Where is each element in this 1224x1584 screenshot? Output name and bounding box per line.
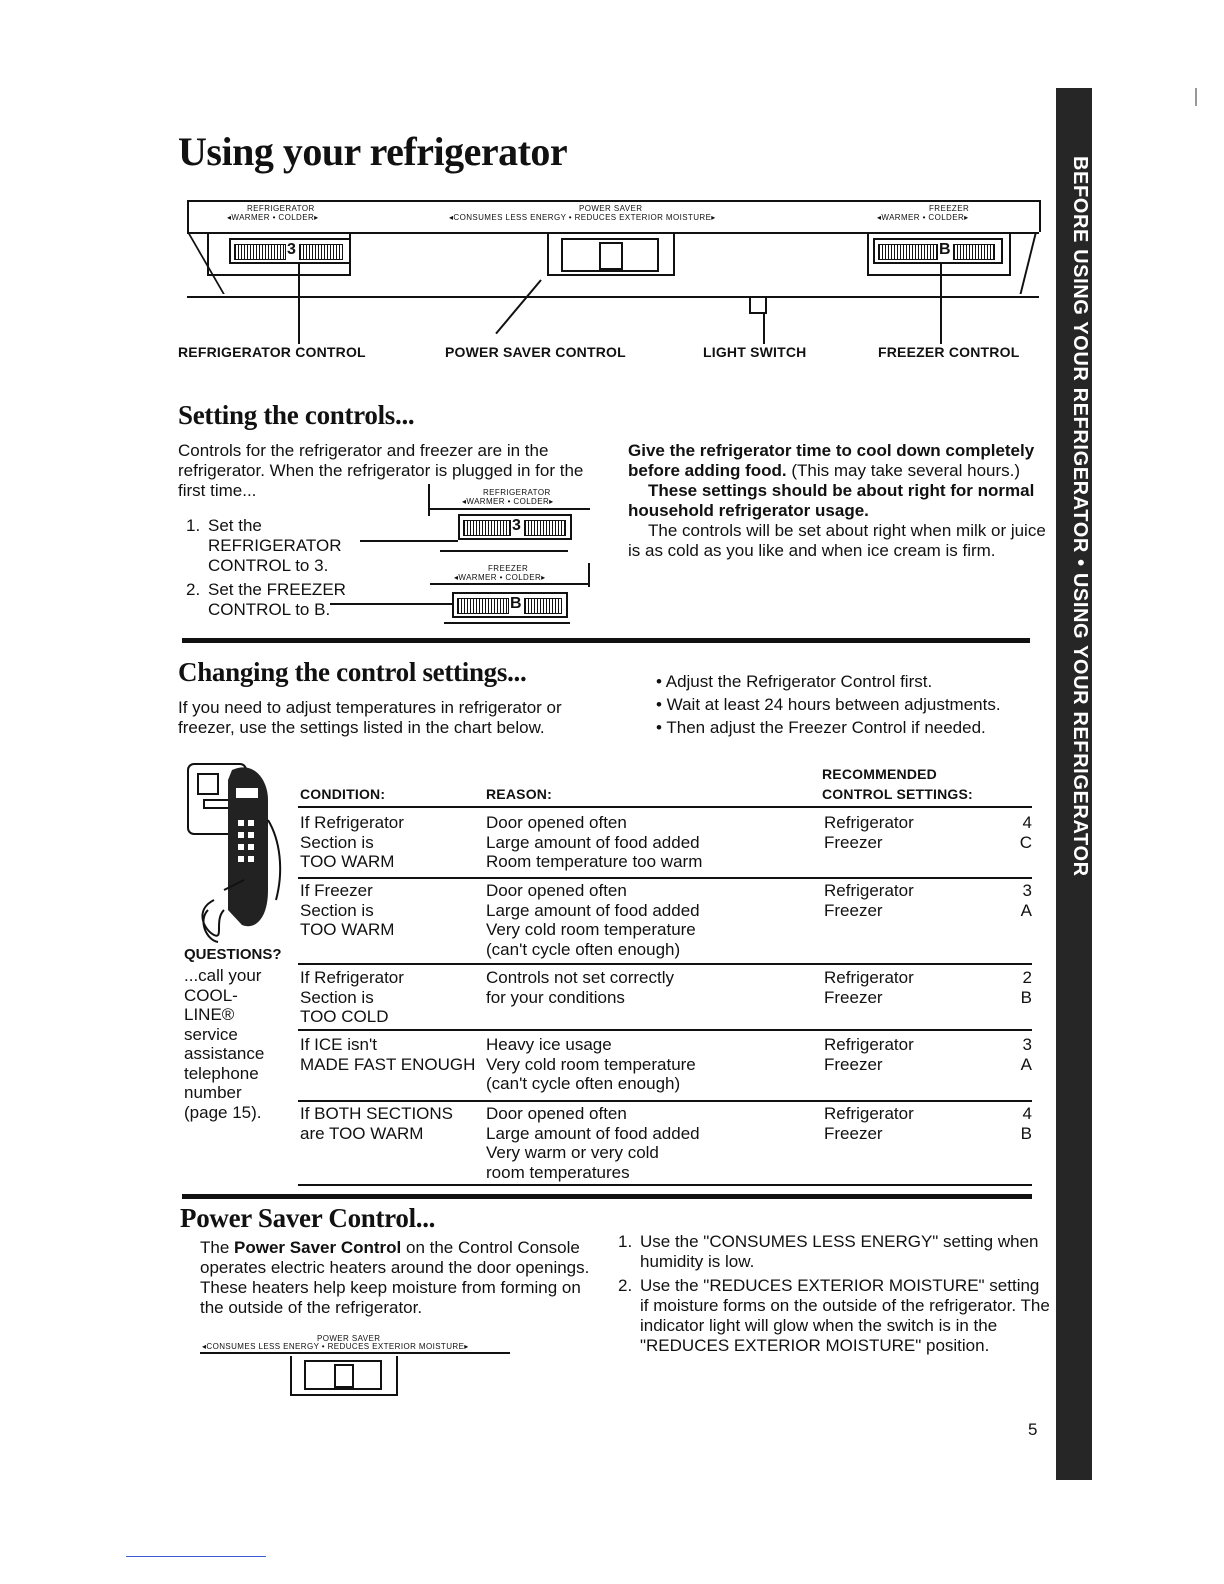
changing-bullet: • Wait at least 24 hours between adjustments. <box>656 695 1001 714</box>
changing-bullet: • Then adjust the Freezer Control if needed. <box>656 718 986 737</box>
setting-right-text-1: (This may take several hours.) <box>791 461 1021 480</box>
mini-freezer-value: B <box>510 595 522 612</box>
refrigerator-setting-value: 3 <box>287 241 296 258</box>
row-setting-labels: Refrigerator Freezer <box>824 968 914 1007</box>
setting-heading: Setting the controls... <box>178 400 415 430</box>
power-saver-step-1-text: Use the "CONSUMES LESS ENERGY" setting when humidity is low. <box>640 1232 1039 1271</box>
column-reason: REASON: <box>486 786 552 802</box>
row-condition: If Refrigerator Section is TOO COLD <box>300 968 404 1026</box>
row-setting-labels: Refrigerator Freezer <box>824 1104 914 1143</box>
mini-refrigerator-header: REFRIGERATOR <box>483 488 551 497</box>
power-saver-control-label: POWER SAVER CONTROL <box>445 344 626 360</box>
setting-step-2-text: Set the FREEZER CONTROL to B. <box>208 580 346 619</box>
console-power-saver-header: POWER SAVER <box>579 204 643 213</box>
mini-freezer-scale: ◂WARMER • COLDER▸ <box>454 573 546 582</box>
questions-title: QUESTIONS? <box>184 946 282 963</box>
row-reason: Door opened often Large amount of food added Very warm or very cold room temperatures <box>486 1104 700 1182</box>
page-number: 5 <box>1028 1420 1038 1439</box>
row-setting-values: 3 A <box>1020 881 1032 920</box>
refrigerator-control-label: REFRIGERATOR CONTROL <box>178 344 366 360</box>
questions-text: ...call your COOL-LINE® service assistance telephone number (page 15). <box>184 966 265 1122</box>
row-reason: Door opened often Large amount of food added Very cold room temperature (can't cycle often enough) <box>486 881 700 959</box>
row-setting-labels: Refrigerator Freezer <box>824 881 914 920</box>
row-setting-values: 4 B <box>1020 1104 1032 1143</box>
setting-right-column <box>628 441 1048 561</box>
changing-heading: Changing the control settings... <box>178 657 527 687</box>
mini-refrigerator-value: 3 <box>512 517 521 534</box>
mini-power-saver-switch <box>304 1360 382 1390</box>
phone-icon <box>184 760 288 950</box>
row-reason: Controls not set correctly for your conditions <box>486 968 675 1007</box>
side-tab-label: BEFORE USING YOUR REFRIGERATOR • USING YOUR REFRIGERATOR <box>1069 156 1091 877</box>
mini-refrigerator-slider <box>458 514 572 540</box>
power-saver-heading: Power Saver Control... <box>180 1203 436 1233</box>
page-title: Using your refrigerator <box>178 129 568 174</box>
row-reason: Heavy ice usage Very cold room temperature (can't cycle often enough) <box>486 1035 696 1093</box>
power-saver-step-2-text: Use the "REDUCES EXTERIOR MOISTURE" setting if moisture forms on the outside of the refrigerator. The indicator light will glow when the switch is in the "REDUCES EXTERIOR MOISTURE" position. <box>640 1276 1050 1355</box>
row-condition: If Refrigerator Section is TOO WARM <box>300 813 404 871</box>
row-setting-labels: Refrigerator Freezer <box>824 1035 914 1074</box>
section-divider <box>182 1194 1032 1199</box>
setting-intro: Controls for the refrigerator and freezer are in the refrigerator. When the refrigerator is plugged in for the first time... <box>178 441 584 500</box>
setting-step-1-number: 1. <box>186 516 201 535</box>
control-console-diagram <box>187 200 1041 300</box>
light-switch-label: LIGHT SWITCH <box>703 344 807 360</box>
refrigerator-control-slider[interactable] <box>229 238 351 264</box>
changing-bullets <box>656 670 1052 739</box>
setting-right-bold-1: Give the refrigerator time to cool down completely before adding food. <box>628 441 1035 480</box>
power-saver-step-1-number: 1. <box>618 1232 633 1251</box>
mini-power-saver-header: POWER SAVER <box>317 1334 381 1343</box>
console-refrigerator-header: REFRIGERATOR <box>247 204 315 213</box>
mini-power-saver-scale: ◂CONSUMES LESS ENERGY • REDUCES EXTERIOR MOISTURE▸ <box>202 1342 469 1351</box>
power-saver-switch[interactable] <box>561 238 659 272</box>
power-saver-text-post: on the Control Console operates electric heaters around the door openings. These heaters help keep moisture from forming on the outside of the refrigerator. <box>200 1238 590 1317</box>
row-setting-values: 3 A <box>1020 1035 1032 1074</box>
setting-step-1-text: Set the REFRIGERATOR CONTROL to 3. <box>208 516 342 575</box>
row-condition: If BOTH SECTIONS are TOO WARM <box>300 1104 454 1143</box>
mini-freezer-slider <box>452 592 568 618</box>
row-setting-labels: Refrigerator Freezer <box>824 813 914 852</box>
setting-right-text-2: The controls will be set about right when milk or juice is as cold as you like and when ice cream is firm. <box>628 521 1046 560</box>
row-condition: If Freezer Section is TOO WARM <box>300 881 395 939</box>
setting-right-bold-2: These settings should be about right for normal household refrigerator usage. <box>628 481 1035 520</box>
column-control-settings: CONTROL SETTINGS: <box>822 786 973 802</box>
console-freezer-scale: ◂WARMER • COLDER▸ <box>877 213 969 222</box>
row-condition: If ICE isn't MADE FAST ENOUGH <box>300 1035 476 1074</box>
power-saver-text-pre: The <box>200 1238 230 1257</box>
power-saver-text-bold: Power Saver Control <box>234 1238 402 1257</box>
freezer-control-slider[interactable] <box>873 238 1003 264</box>
setting-step-2-number: 2. <box>186 580 201 599</box>
freezer-setting-value: B <box>939 241 951 258</box>
console-freezer-header: FREEZER <box>929 204 970 213</box>
changing-bullet: • Adjust the Refrigerator Control first. <box>656 672 933 691</box>
column-condition: CONDITION: <box>300 786 386 802</box>
power-saver-step-2-number: 2. <box>618 1276 633 1295</box>
console-power-saver-scale: ◂CONSUMES LESS ENERGY • REDUCES EXTERIOR MOISTURE▸ <box>449 213 716 222</box>
freezer-control-label: FREEZER CONTROL <box>878 344 1020 360</box>
section-divider <box>182 638 1030 643</box>
changing-intro: If you need to adjust temperatures in refrigerator or freezer, use the settings listed in the chart below. <box>178 698 562 737</box>
column-recommended: RECOMMENDED <box>822 766 937 782</box>
mini-freezer-header: FREEZER <box>488 564 529 573</box>
console-refrigerator-scale: ◂WARMER • COLDER▸ <box>227 213 319 222</box>
row-reason: Door opened often Large amount of food added Room temperature too warm <box>486 813 703 871</box>
mini-refrigerator-scale: ◂WARMER • COLDER▸ <box>462 497 554 506</box>
row-setting-values: 4 C <box>1019 813 1032 852</box>
power-saver-text <box>200 1238 604 1318</box>
light-switch[interactable] <box>749 298 767 314</box>
row-setting-values: 2 B <box>1020 968 1032 1007</box>
